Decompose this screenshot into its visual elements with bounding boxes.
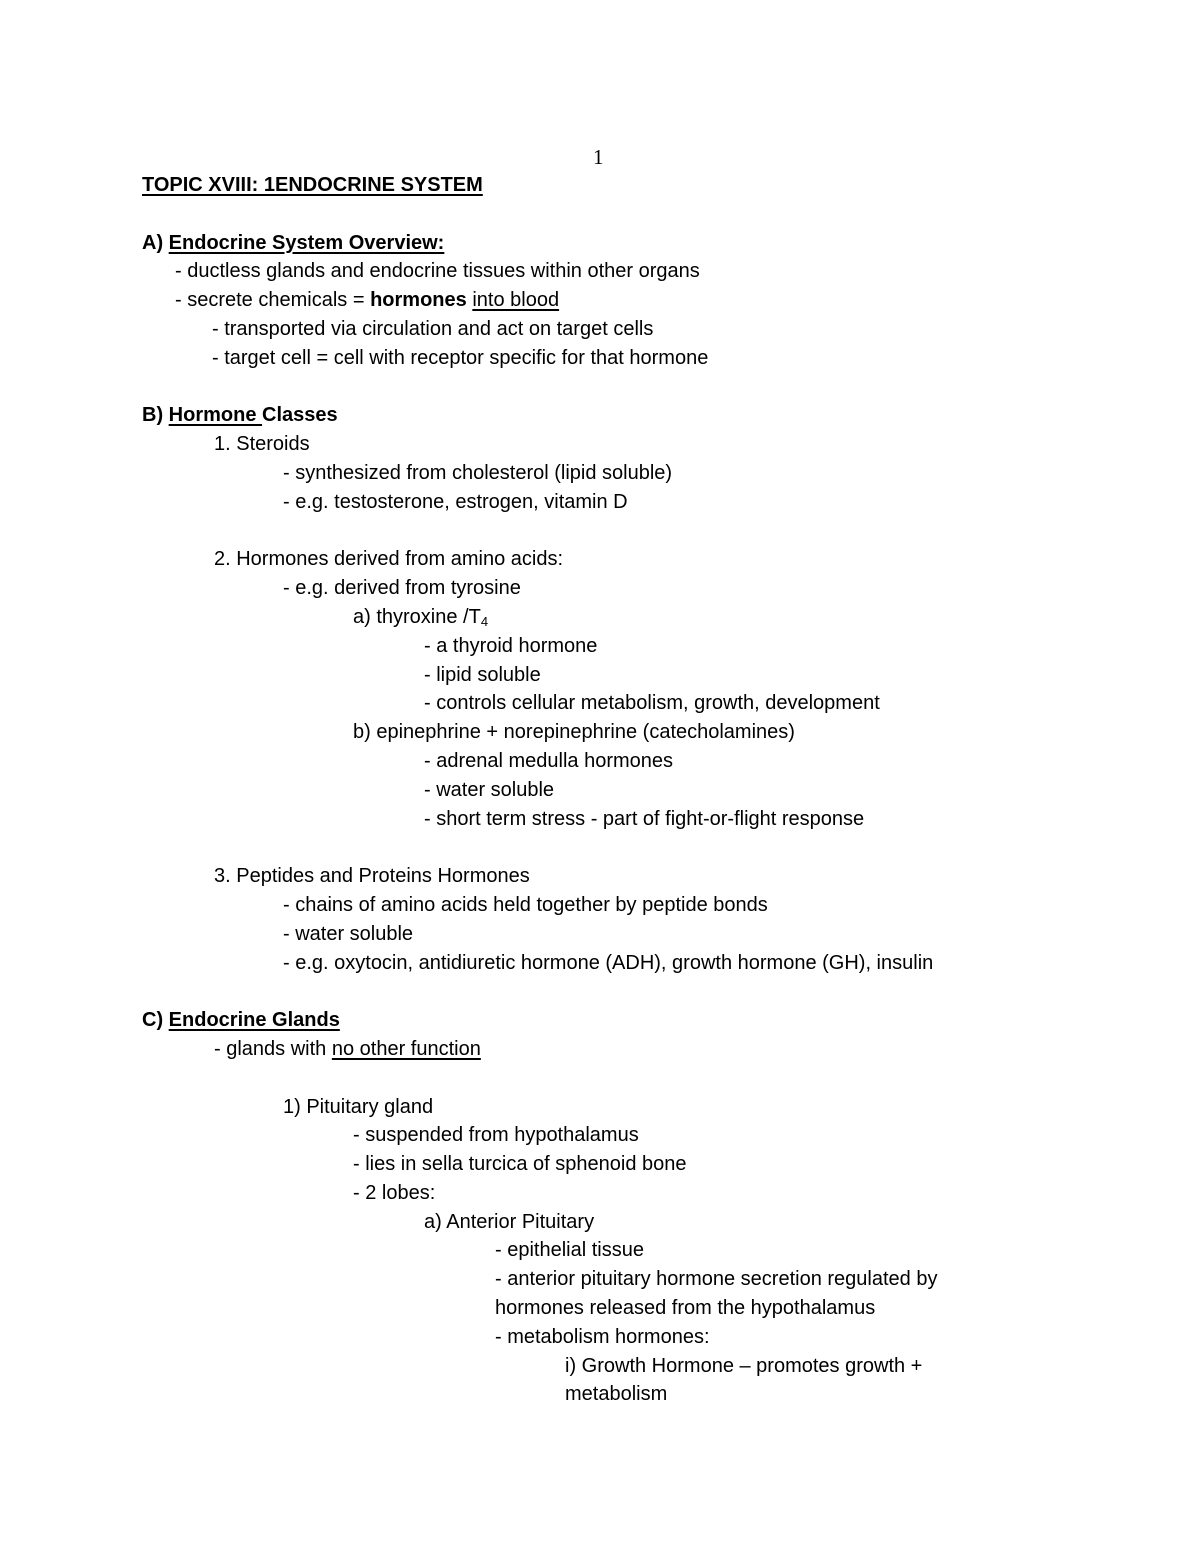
section-c-heading xyxy=(0,1006,1200,1035)
section-a-line-3: - transported via circulation and act on target cells xyxy=(212,317,654,340)
spacer xyxy=(0,977,1200,1006)
section-a-line-1: - ductless glands and endocrine tissues within other organs xyxy=(175,260,700,283)
pituitary-title: 1) Pituitary gland xyxy=(283,1095,434,1118)
thyroxine-line-2: - lipid soluble xyxy=(424,663,541,686)
section-b-heading xyxy=(0,401,1200,430)
catecholamines-line-3: - short term stress - part of fight-or-flight response xyxy=(424,807,865,830)
section-a-heading xyxy=(0,229,1200,258)
spacer xyxy=(0,200,1200,229)
peptides-title: 3. Peptides and Proteins Hormones xyxy=(214,865,530,888)
anterior-line-4: - metabolism hormones: xyxy=(495,1325,710,1348)
growth-hormone-line-1: i) Growth Hormone – promotes growth + xyxy=(565,1354,923,1377)
amino-title: 2. Hormones derived from amino acids: xyxy=(214,548,564,571)
section-b-heading-rest: Classes xyxy=(262,404,338,427)
spacer xyxy=(0,373,1200,402)
steroids-line-2: - e.g. testosterone, estrogen, vitamin D xyxy=(283,490,628,513)
steroids-line-1: - synthesized from cholesterol (lipid soluble) xyxy=(283,461,673,484)
section-c-heading-text: Endocrine Glands xyxy=(168,1009,340,1032)
section-b-heading-underline: Hormone xyxy=(168,404,263,427)
catecholamines-title: b) epinephrine + norepinephrine (catecholamines) xyxy=(353,721,795,744)
pituitary-line-3: - 2 lobes: xyxy=(353,1181,436,1204)
section-c-line-1-pre: - glands with xyxy=(214,1037,332,1060)
spacer xyxy=(0,833,1200,862)
document-body xyxy=(0,171,1200,1409)
into-blood-underline: into blood xyxy=(472,289,560,312)
anterior-line-3: hormones released from the hypothalamus xyxy=(495,1297,876,1320)
catecholamines-line-1: - adrenal medulla hormones xyxy=(424,749,674,772)
peptides-line-2: - water soluble xyxy=(283,922,414,945)
section-a-heading-text: Endocrine System Overview: xyxy=(168,231,445,254)
thyroxine-line-3: - controls cellular metabolism, growth, development xyxy=(424,692,880,715)
section-c-prefix: C) xyxy=(142,1009,169,1032)
line-2-pre: - secrete chemicals = xyxy=(175,289,371,312)
pituitary-line-1: - suspended from hypothalamus xyxy=(353,1124,639,1147)
hormones-bold: hormones xyxy=(370,289,467,312)
title-text: TOPIC XVIII: 1ENDOCRINE SYSTEM xyxy=(142,174,483,196)
section-a-line-4: - target cell = cell with receptor specific for that hormone xyxy=(212,346,709,369)
growth-hormone-line-2: metabolism xyxy=(565,1383,668,1406)
amino-line-1: - e.g. derived from tyrosine xyxy=(283,577,521,600)
spacer xyxy=(0,1064,1200,1093)
section-b-prefix: B) xyxy=(142,404,169,427)
spacer xyxy=(0,517,1200,546)
pituitary-line-2: - lies in sella turcica of sphenoid bone xyxy=(353,1153,687,1176)
document-title xyxy=(0,171,1200,200)
peptides-line-1: - chains of amino acids held together by peptide bonds xyxy=(283,893,768,916)
anterior-line-2: - anterior pituitary hormone secretion regulated by xyxy=(495,1268,938,1291)
section-c-line-1 xyxy=(0,1035,1200,1064)
peptides-line-3: - e.g. oxytocin, antidiuretic hormone (ADH), growth hormone (GH), insulin xyxy=(283,951,934,974)
anterior-pituitary-title: a) Anterior Pituitary xyxy=(424,1210,595,1233)
section-a-line-2 xyxy=(0,286,1200,315)
page-number: 1 xyxy=(593,145,604,169)
section-a-prefix: A) xyxy=(142,231,169,254)
catecholamines-line-2: - water soluble xyxy=(424,778,555,801)
thyroxine-subscript: 4 xyxy=(480,613,489,629)
thyroxine-title-text: a) thyroxine /T xyxy=(353,605,481,628)
anterior-line-1: - epithelial tissue xyxy=(495,1239,644,1262)
thyroxine-title xyxy=(0,603,1200,632)
steroids-title: 1. Steroids xyxy=(214,433,310,456)
thyroxine-line-1: - a thyroid hormone xyxy=(424,634,598,657)
no-other-function-underline: no other function xyxy=(331,1037,481,1060)
